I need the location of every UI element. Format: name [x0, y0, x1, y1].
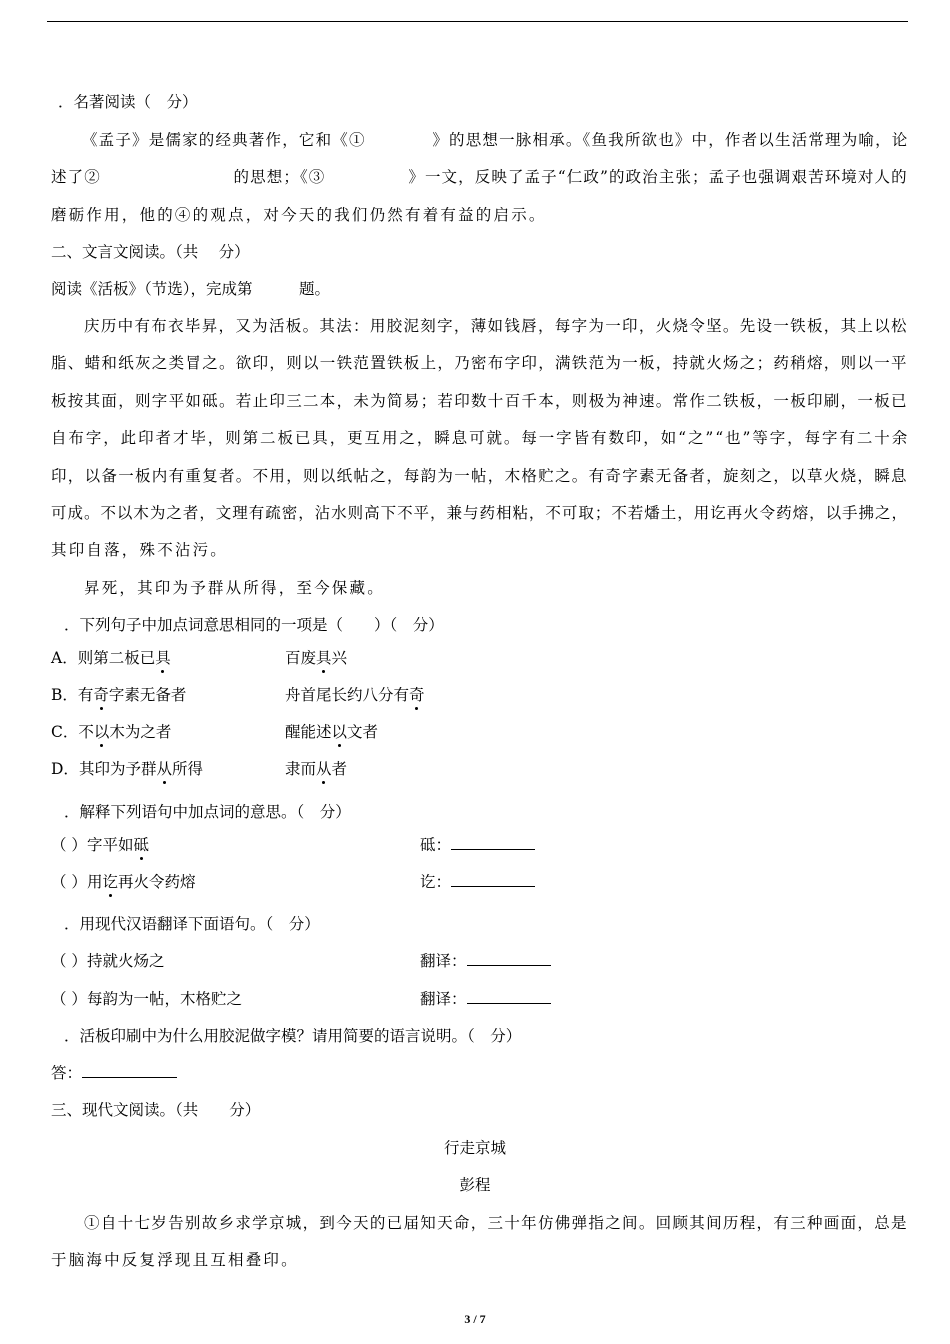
answer-label: 答：: [51, 1064, 83, 1082]
option-a-comparison: 百废具兴: [285, 649, 348, 667]
answer-field[interactable]: [420, 872, 535, 892]
header-rule: [47, 21, 908, 22]
dotted-word: 砥: [133, 836, 149, 854]
article-author: 彭程: [459, 1176, 491, 1194]
sub-question: （ ）持就火炀之: [51, 952, 165, 970]
passage-line: 其印自落，殊不沾污。: [51, 541, 229, 559]
dotted-word: 具: [155, 649, 171, 667]
dotted-word: 奇: [409, 686, 425, 704]
dotted-word: 奇: [93, 686, 109, 704]
option-d-comparison: 隶而从者: [285, 760, 348, 778]
answer-field[interactable]: [420, 951, 551, 971]
paragraph-line: 磨砺作用，他的④的观点，对今天的我们仍然有着有益的启示。: [51, 206, 547, 224]
passage-line: 印，以备一板内有重复者。不用，则以纸帖之，每韵为一帖，木格贮之。有奇字素无备者，旋刻之，以草火烧，瞬息: [51, 467, 908, 485]
option-label: B．: [51, 686, 78, 704]
answer-label: 翻译：: [420, 952, 467, 970]
answer-label: 讫：: [420, 873, 452, 891]
section-heading-xiandai: 三、现代文阅读。（共 分）: [51, 1101, 261, 1119]
answer-field[interactable]: [420, 989, 551, 1009]
question-stem: ．解释下列语句中加点词的意思。（ 分）: [64, 803, 351, 821]
dotted-word: 具: [316, 649, 332, 667]
question-stem: ．用现代汉语翻译下面语句。（ 分）: [64, 915, 320, 933]
paragraph-line: ①自十七岁告别故乡求学京城，到今天的已届知天命，三十年仿佛弹指之间。回顾其间历程，有三种画面，总是: [84, 1214, 908, 1232]
option-c-comparison: 醒能述以文者: [285, 723, 379, 741]
answer-label: 翻译：: [420, 990, 467, 1008]
article-title: 行走京城: [443, 1139, 506, 1157]
dotted-word: 从: [316, 760, 332, 778]
question-stem: ．下列句子中加点词意思相同的一项是（ ）（ 分）: [64, 616, 444, 634]
answer-blank[interactable]: [451, 872, 535, 887]
passage-intro: 阅读《活板》（节选），完成第 题。: [51, 280, 331, 298]
choice-option-b[interactable]: B．有奇字素无备者: [51, 686, 187, 704]
page-number: 3 / 7: [464, 1312, 486, 1326]
paragraph-line: 述了② 的思想；《③ 》一文，反映了孟子“仁政”的政治主张；孟子也强调艰苦环境对人的: [51, 168, 908, 186]
answer-field[interactable]: [51, 1063, 177, 1083]
passage-line: 昇死，其印为予群从所得，至今保藏。: [84, 579, 385, 597]
option-label: A．: [51, 649, 78, 667]
sub-question: （ ）字平如砥: [51, 836, 149, 854]
paragraph-line: 《孟子》是儒家的经典著作，它和《① 》的思想一脉相承。《鱼我所欲也》中，作者以生活常理为喻，论: [82, 131, 909, 149]
dotted-word: 从: [156, 760, 172, 778]
dotted-word: 讫: [102, 873, 118, 891]
section-heading-mingzhu: ．名著阅读（ 分）: [58, 93, 198, 111]
answer-blank[interactable]: [467, 989, 551, 1004]
option-label: C．: [51, 723, 79, 741]
answer-field[interactable]: [420, 835, 535, 855]
option-label: D．: [51, 760, 79, 778]
choice-option-a[interactable]: A．则第二板已具: [51, 649, 171, 667]
sub-question: （ ）每韵为一帖，木格贮之: [51, 990, 242, 1008]
choice-option-d[interactable]: D．其印为予群从所得: [51, 760, 203, 778]
sub-question: （ ）用讫再火令药熔: [51, 873, 196, 891]
answer-label: 砥：: [420, 836, 452, 854]
passage-line: 可成。不以木为之者，文理有疏密，沾水则高下不平，兼与药相粘，不可取；不若燔土，用讫再火令药熔，以手拂之，: [51, 504, 908, 522]
passage-line: 庆历中有布衣毕昇，又为活板。其法：用胶泥刻字，薄如钱唇，每字为一印，火烧令坚。先设一铁板，其上以松: [84, 317, 908, 335]
option-b-comparison: 舟首尾长约八分有奇: [285, 686, 425, 704]
question-stem: ．活板印刷中为什么用胶泥做字模？请用简要的语言说明。（ 分）: [64, 1027, 522, 1045]
choice-option-c[interactable]: C．不以木为之者: [51, 723, 172, 741]
paragraph-line: 于脑海中反复浮现且互相叠印。: [51, 1251, 299, 1269]
dotted-word: 以: [93, 723, 110, 741]
passage-line: 板按其面，则字平如砥。若止印三二本，未为简易；若印数十百千本，则极为神速。常作二铁板，一板印刷，一板已: [51, 392, 908, 410]
answer-blank[interactable]: [467, 951, 551, 966]
passage-line: 自布字，此印者才毕，则第二板已具，更互用之，瞬息可就。每一字皆有数印，如“之”“也”等字，每字有二十余: [51, 429, 910, 447]
passage-line: 脂、蜡和纸灰之类冒之。欲印，则以一铁范置铁板上，乃密布字印，满铁范为一板，持就火炀之；药稍熔，则以一平: [51, 354, 908, 372]
dotted-word: 以: [331, 723, 348, 741]
section-heading-wenyan: 二、文言文阅读。（共 分）: [51, 243, 250, 261]
answer-blank[interactable]: [82, 1063, 177, 1078]
answer-blank[interactable]: [451, 835, 535, 850]
